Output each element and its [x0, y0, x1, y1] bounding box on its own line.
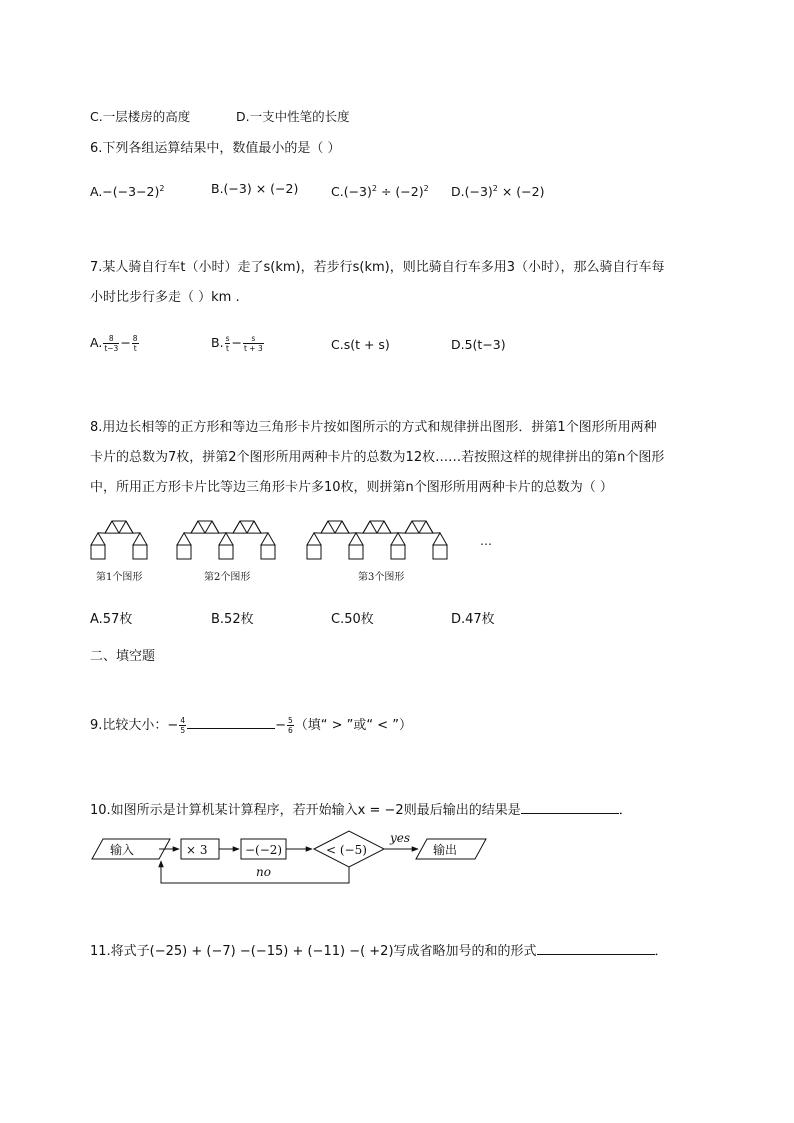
- q11-answer-blank[interactable]: [537, 954, 655, 955]
- triangle-card: [219, 533, 233, 545]
- q5-option-c: C.一层楼房的高度: [90, 109, 191, 124]
- arch-outline: [314, 521, 356, 533]
- square-card: [219, 545, 233, 559]
- triangle-card: [91, 533, 105, 545]
- triangle-edge: [412, 521, 419, 533]
- triangle-edge: [328, 521, 335, 533]
- triangle-edge: [321, 521, 328, 533]
- triangle-edge: [405, 521, 412, 533]
- triangle-edge: [384, 521, 391, 533]
- triangle-edge: [119, 521, 126, 533]
- figure-ellipsis: …: [480, 534, 492, 548]
- figure-2: [177, 521, 275, 559]
- q7-option-a: A. $\frac{8}{t-3}$ − $\frac{8}{t}$: [90, 334, 138, 353]
- triangle-edge: [240, 521, 247, 533]
- q7-stem-line1: 7.某人骑自行车t（小时）走了s(km)，若步行s(km)，则比骑自行车多用3（小时），那么骑自行车每: [90, 260, 665, 275]
- q8-stem-line3: 中，所用正方形卡片比等边三角形卡片多10枚，则拼第n个图形所用两种卡片的总数为（ ）: [90, 480, 613, 495]
- minus-label: −(−2): [245, 843, 283, 857]
- figure-3: [307, 521, 447, 559]
- section-title: 二、填空题: [90, 649, 156, 664]
- triangle-edge: [212, 521, 219, 533]
- triangle-edge: [247, 521, 254, 533]
- q10-flowchart: [88, 830, 498, 890]
- q5-option-d: D.一支中性笔的长度: [236, 109, 350, 124]
- q8-option-c: C.50枚: [331, 612, 374, 627]
- triangle-edge: [377, 521, 384, 533]
- figure-3-label: 第3个图形: [358, 572, 405, 583]
- q7-option-c: C.s(t + s): [331, 337, 390, 352]
- triangle-card: [133, 533, 147, 545]
- square-card: [177, 545, 191, 559]
- triangle-edge: [426, 521, 433, 533]
- q8-stem-line1: 8.用边长相等的正方形和等边三角形卡片按如图所示的方式和规律拼出图形．拼第1个图形所用两种: [90, 420, 657, 435]
- square-card: [307, 545, 321, 559]
- q10-stem: 10.如图所示是计算机某计算程序，若开始输入x = −2则最后输出的结果是 ．: [90, 803, 632, 818]
- triangle-edge: [205, 521, 212, 533]
- figure-2-label: 第2个图形: [204, 572, 251, 583]
- q11-stem: 11.将式子(−25) + (−7) −(−15) + (−11) −( +2)写成省略加号的和的形式 ．: [90, 944, 668, 959]
- triangle-edge: [419, 521, 426, 533]
- triangle-edge: [126, 521, 133, 533]
- triangle-edge: [233, 521, 240, 533]
- square-card: [349, 545, 363, 559]
- arch-outline: [184, 521, 226, 533]
- triangle-card: [177, 533, 191, 545]
- triangle-edge: [112, 521, 119, 533]
- triangle-card: [433, 533, 447, 545]
- q8-option-b: B.52枚: [211, 612, 254, 627]
- square-card: [433, 545, 447, 559]
- times3-label: × 3: [186, 843, 208, 857]
- triangle-edge: [254, 521, 261, 533]
- triangle-edge: [342, 521, 349, 533]
- q8-stem-line2: 卡片的总数为7枚，拼第2个图形所用两种卡片的总数为12枚……若按照这样的规律拼出的第n个图形: [90, 450, 665, 465]
- triangle-edge: [370, 521, 377, 533]
- output-label: 输出: [433, 843, 458, 857]
- q6-stem: 6.下列各组运算结果中，数值最小的是（ ）: [90, 141, 341, 156]
- q9-stem: 9.比较大小：− $\frac{4}{5}$ − $\frac{5}{6}$ （填“ > ”或“ < ”）: [90, 716, 413, 735]
- q7-option-b: B. $\frac{s}{t}$ − $\frac{s}{t + 3}$: [211, 334, 263, 353]
- square-card: [261, 545, 275, 559]
- q10-answer-blank[interactable]: [521, 813, 619, 814]
- q8-option-a: A.57枚: [90, 612, 133, 627]
- q8-pattern-figure: [85, 515, 505, 585]
- triangle-card: [349, 533, 363, 545]
- arch-outline: [398, 521, 440, 533]
- triangle-edge: [191, 521, 198, 533]
- q8-option-d: D.47枚: [451, 612, 495, 627]
- q7-stem-line2: 小时比步行多走（ ）km .: [90, 290, 240, 305]
- triangle-edge: [363, 521, 370, 533]
- triangle-card: [391, 533, 405, 545]
- triangle-edge: [198, 521, 205, 533]
- square-card: [133, 545, 147, 559]
- q7-option-d: D.5(t−3): [451, 337, 506, 352]
- condition-label: < (−5): [326, 843, 367, 857]
- no-label: no: [256, 865, 271, 879]
- figure-1-label: 第1个图形: [96, 572, 143, 583]
- square-card: [391, 545, 405, 559]
- arch-outline: [226, 521, 268, 533]
- triangle-card: [261, 533, 275, 545]
- arch-outline: [98, 521, 140, 533]
- q6-option-c: $C.(-3)^2 \div (-2)^2$: [331, 184, 429, 200]
- q6-option-b: B.(−3) × (−2): [211, 181, 299, 196]
- figure-1: [91, 521, 147, 559]
- triangle-edge: [335, 521, 342, 533]
- q6-option-a: $A.-(-3-2)^2$: [90, 184, 165, 200]
- input-label: 输入: [110, 843, 135, 857]
- triangle-card: [307, 533, 321, 545]
- q6-option-d: $D.(-3)^2 \times (-2)$: [451, 184, 545, 200]
- yes-label: yes: [390, 831, 411, 845]
- triangle-edge: [105, 521, 112, 533]
- q9-answer-blank[interactable]: [187, 728, 275, 729]
- arch-outline: [356, 521, 398, 533]
- square-card: [91, 545, 105, 559]
